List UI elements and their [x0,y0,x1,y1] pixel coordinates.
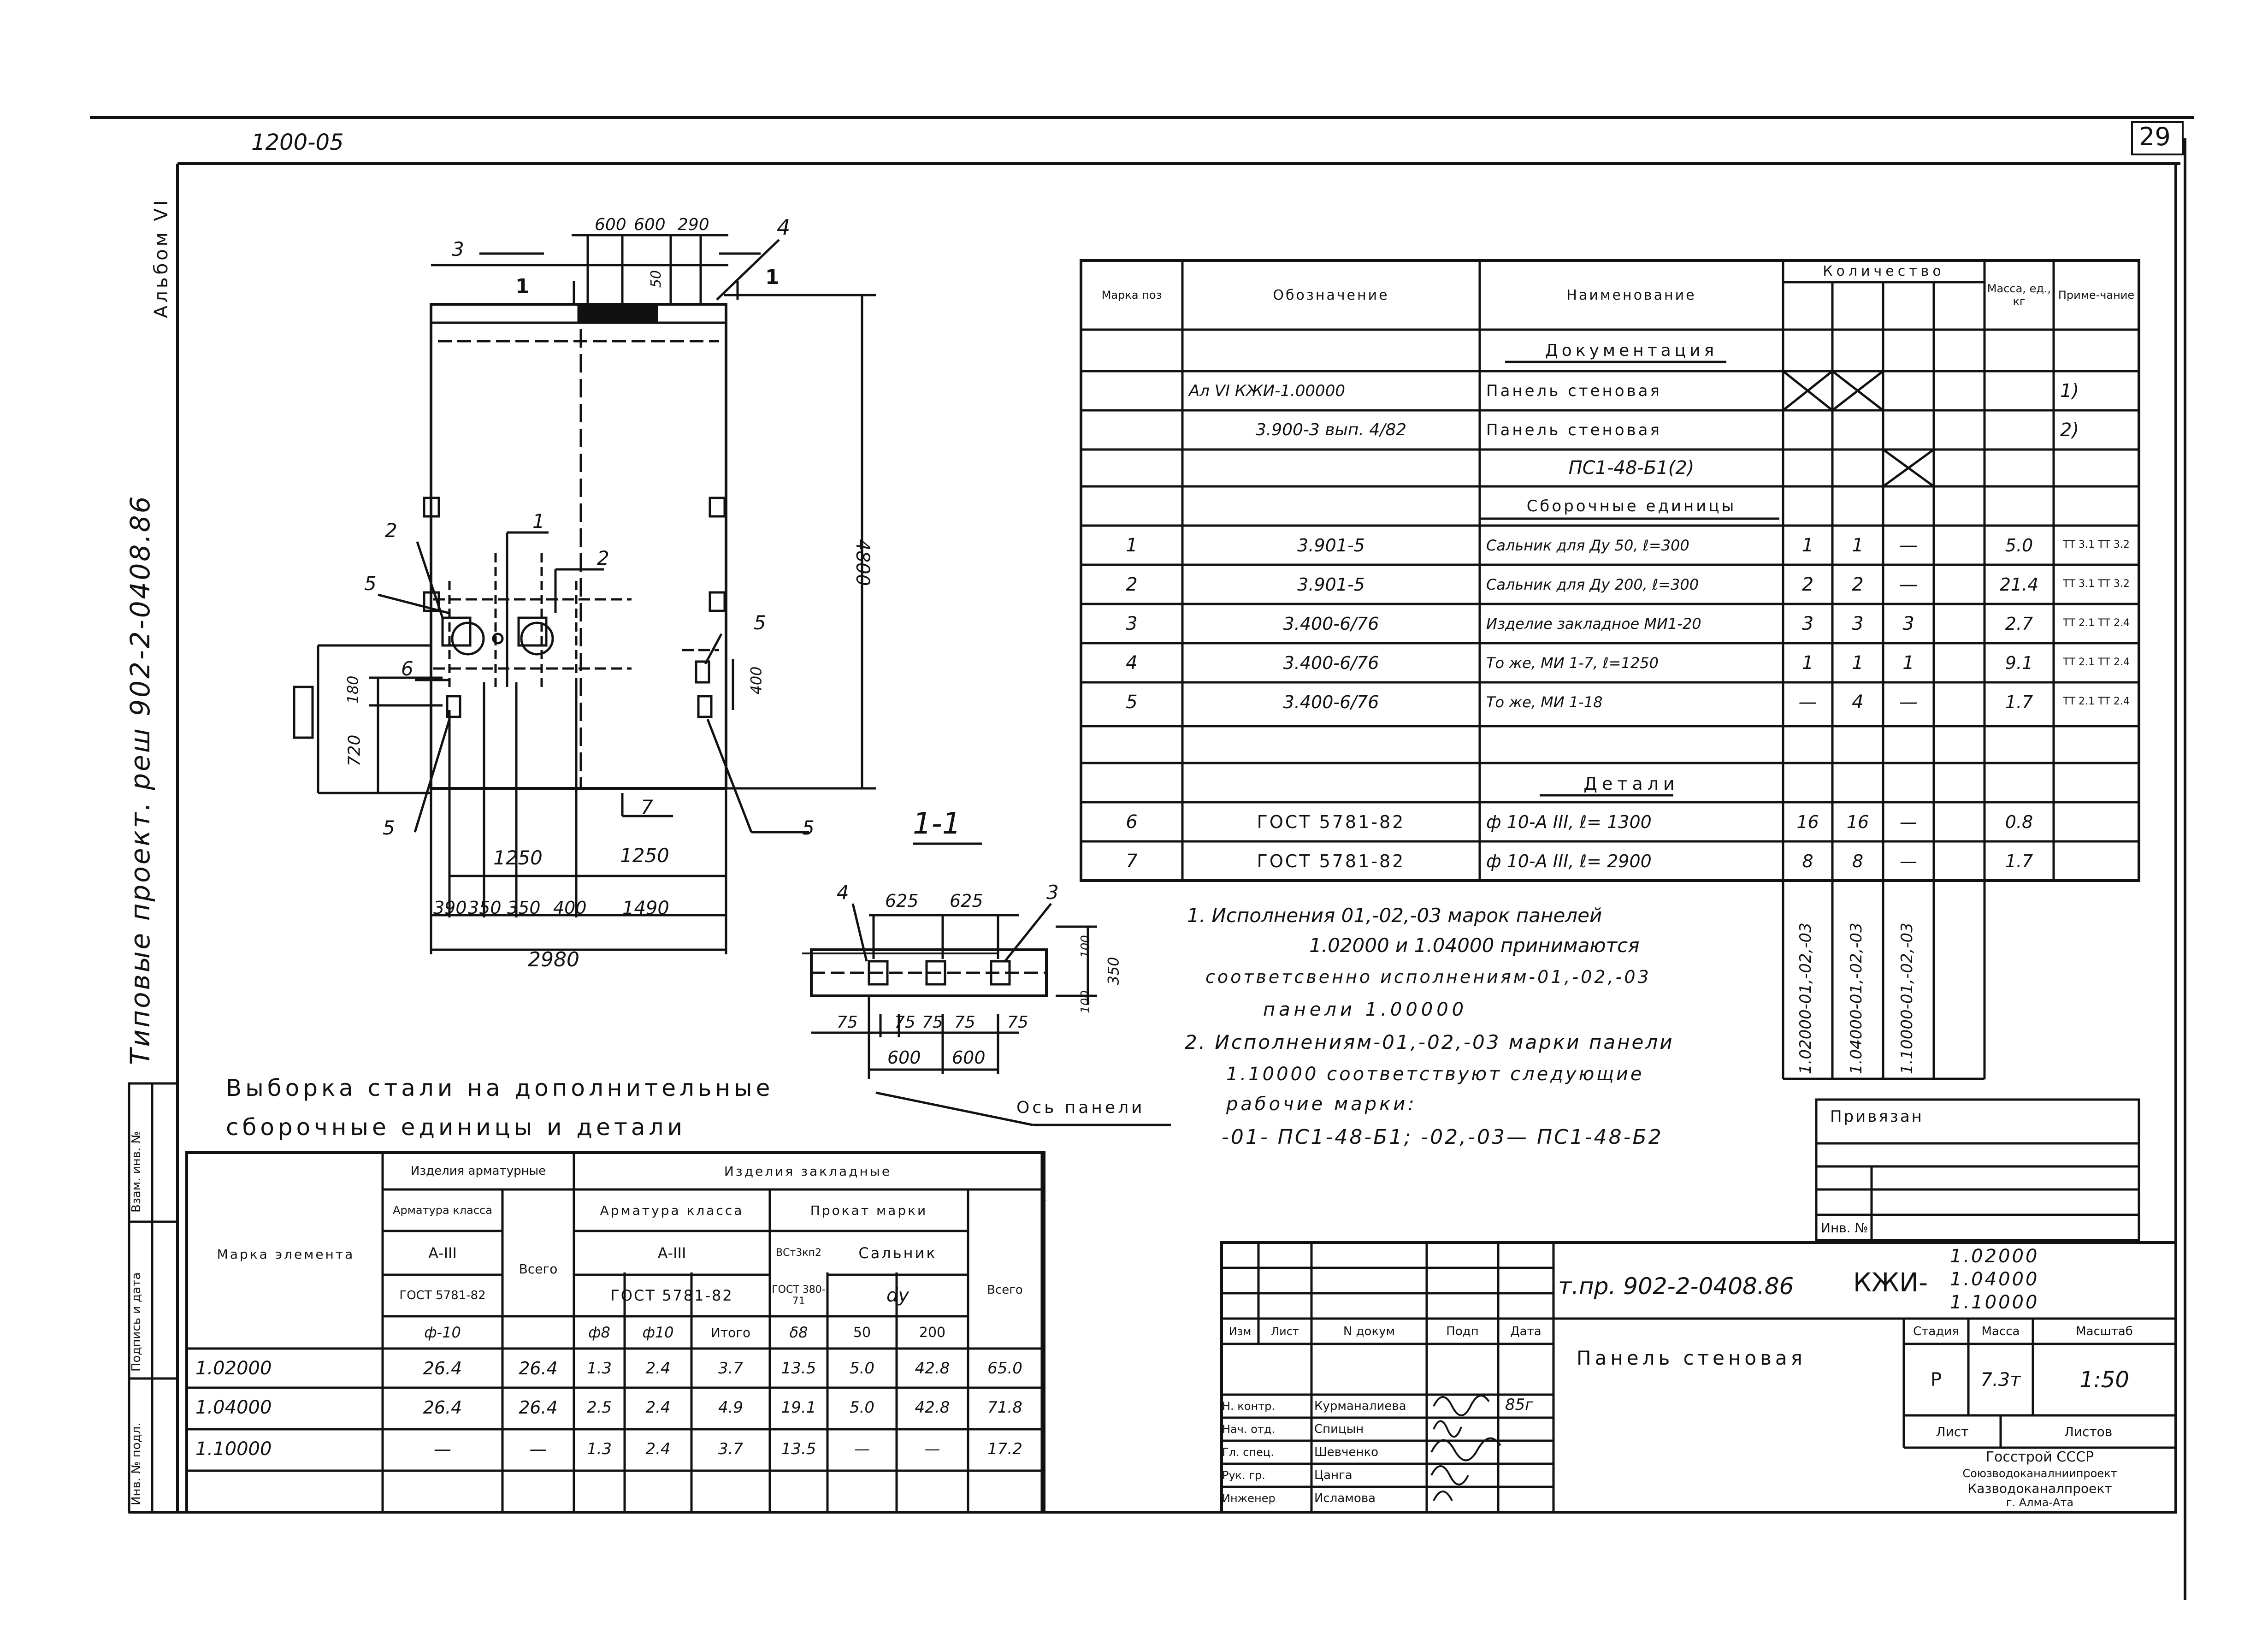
steel-h-embedded: Изделия закладные [724,1163,892,1179]
callout-6: 6 [401,657,413,680]
note-line-1: 1. Исполнения 01,-02,-03 марок панелей [1187,904,1602,927]
tb-h-doc: N докум [1343,1324,1395,1338]
tb-h-stage: Стадия [1913,1324,1959,1338]
sign-date: 85г [1505,1396,1534,1414]
spec-row-q1: 1 [1801,652,1814,674]
note-line-6: 1.10000 соответствуют следующие [1226,1064,1644,1085]
steel-h-f8: ф8 [588,1324,610,1341]
steel-row-f10: 26.4 [423,1397,462,1418]
spec-detail-name: ф 10-А III, ℓ= 1300 [1486,811,1652,832]
code-3: 1.10000 [1950,1292,2039,1313]
spec-row-name: То же, МИ 1-18 [1486,693,1603,711]
callout-2-right: 2 [597,547,609,569]
spec-row-q2: 3 [1852,613,1864,634]
tb-name: Шевченко [1314,1445,1379,1459]
tb-h-mass: Масса [1981,1324,2020,1338]
steel-row-f10b: 2.4 [645,1359,671,1378]
spec-row-designation: 3.901-5 [1297,535,1365,556]
steel-row-s50: 5.0 [849,1359,875,1378]
org-line-3: Казводоканалпроект [1967,1481,2112,1496]
spec-row-name: Сальник для Ду 200, ℓ=300 [1486,575,1699,593]
spec-row-q1: 2 [1801,574,1814,595]
spec-detail-q3: — [1900,811,1917,832]
section-dim-600-b: 600 [952,1047,986,1068]
tb-h-podp: Подп [1446,1324,1479,1338]
steel-row-f8: 1.3 [586,1359,612,1378]
steel-h-mark: Марка элемента [217,1246,355,1262]
steel-row-total2: 71.8 [987,1398,1022,1417]
callout-4: 4 [777,215,791,240]
spec-row-q3: 3 [1902,613,1914,634]
spec-h-mass: Масса, ед., кг [1987,282,2051,308]
dim-1250-a: 1250 [493,846,543,869]
spec-h-name: Наименование [1566,287,1696,303]
steel-h-gost: ГОСТ 5781-82 [399,1289,486,1302]
spec-row-note: ТТ 2.1 ТТ 2.4 [2063,617,2130,629]
note-line-2: 1.02000 и 1.04000 принимаются [1309,934,1640,957]
spec-row-mass: 21.4 [1999,574,2039,595]
callout-5-right: 5 [754,611,766,634]
total-width-2980: 2980 [528,948,579,971]
dim-350-a: 350 [468,898,502,918]
steel-h-d8: δ8 [789,1324,808,1341]
org-line-1: Госстрой СССР [1985,1449,2094,1465]
spec-row-q3: — [1899,691,1918,713]
steel-h-f10: ф-10 [424,1324,461,1341]
spec-detail-designation: ГОСТ 5781-82 [1257,811,1406,832]
section-callout-4: 4 [837,881,849,904]
tb-scale: 1:50 [2079,1367,2129,1393]
spec-row-q2: 4 [1852,691,1864,713]
spec-detail-mass: 1.7 [2005,851,2033,871]
spec-h-quantity: Количество [1823,263,1945,279]
dim-350-b: 350 [507,898,541,918]
spec-row-mass: 2.7 [2005,613,2033,634]
callout-5-upper-left: 5 [364,572,377,595]
dim-1250-b: 1250 [620,844,669,867]
project-code: т.пр. 902-2-0408.86 [1558,1273,1794,1300]
note-line-7: рабочие марки: [1226,1094,1417,1115]
spec-row-q1: 1 [1801,534,1814,556]
spec-row-name: То же, МИ 1-7, ℓ=1250 [1486,654,1659,672]
steel-h-50: 50 [853,1324,871,1341]
steel-row-f8: 1.3 [586,1439,612,1458]
dim-180: 180 [344,675,362,704]
spec-row-pos: 5 [1126,691,1138,713]
steel-h-total2: Всего [987,1283,1023,1297]
spec-h-note: Приме-чание [2058,289,2135,302]
spec-row-q1: 3 [1801,613,1814,634]
steel-row-total: — [529,1438,547,1459]
spec-row-q2: 1 [1852,652,1864,674]
spec-row-mass: 9.1 [2005,652,2033,673]
spec-doc3-name: ПС1-48-Б1(2) [1568,457,1695,479]
spec-detail-name: ф 10-А III, ℓ= 2900 [1486,851,1652,871]
tb-mass: 7.3т [1980,1369,2021,1390]
steel-row-total2: 65.0 [987,1359,1022,1378]
sheet-number: 29 [2139,122,2171,151]
steel-row-mark: 1.04000 [195,1396,272,1418]
section-mark-left: 1 [515,275,530,298]
code-2: 1.04000 [1950,1269,2039,1290]
spec-detail-q1: 16 [1796,811,1819,832]
steel-row-f10: 26.4 [423,1358,462,1379]
steel-row-s200: 42.8 [915,1398,950,1417]
variant-col-3: 1.10000-01,-02,-03 [1898,923,1916,1074]
tb-h-date: Дата [1510,1324,1542,1338]
spec-row-name: Сальник для Ду 50, ℓ=300 [1486,536,1689,554]
spec-detail-q1: 8 [1802,851,1813,871]
variant-col-1: 1.02000-01,-02,-03 [1796,923,1815,1074]
spec-row-name: Изделие закладное МИ1-20 [1486,615,1701,633]
dim-720: 720 [345,734,364,767]
dim-50: 50 [648,270,665,288]
dim-top-600-b: 600 [634,215,666,234]
steel-h-f10b: ф10 [642,1324,674,1341]
section-title: 1-1 [913,807,961,841]
spec-row-mass: 1.7 [2005,692,2033,712]
spec-row-note: ТТ 3.1 ТТ 3.2 [2063,539,2130,551]
tb-h-sheets: Листов [2064,1424,2113,1439]
code-1: 1.02000 [1950,1246,2039,1267]
panel-axis-label: Ось панели [1016,1098,1145,1117]
steel-title-1: Выборка стали на дополнительные [226,1075,774,1101]
steel-row-mark: 1.10000 [195,1438,272,1460]
tb-h-scale: Масштаб [2076,1324,2133,1338]
spec-row-pos: 3 [1126,613,1138,634]
spec-row-designation: 3.400-6/76 [1283,613,1379,634]
section-dim-75-d: 75 [954,1013,975,1032]
steel-h-vst: ВСт3кп2 [776,1247,821,1259]
spec-detail-pos: 7 [1126,850,1138,872]
dim-top-290: 290 [678,215,709,234]
steel-h-gost2: ГОСТ 5781-82 [610,1287,733,1304]
section-dim-75-b: 75 [894,1013,915,1032]
stamp-vzam: Взам. инв. № [130,1131,143,1213]
steel-row-f10b: 2.4 [645,1398,671,1417]
spec-row-mass: 5.0 [2005,535,2033,556]
spec-doc1-name: Панель стеновая [1486,381,1662,400]
tb-role: Инженер [1222,1492,1276,1505]
dim-1490: 1490 [622,898,669,919]
tb-h-sheet: Лист [1936,1424,1969,1439]
tb-role: Гл. спец. [1222,1446,1274,1459]
steel-h-armature-class: Арматура класса [393,1204,492,1217]
tb-name: Спицын [1314,1422,1364,1436]
callout-3: 3 [452,238,464,260]
spec-row-pos: 1 [1126,534,1138,556]
callout-5-lower-left: 5 [383,816,395,839]
steel-h-itogo: Итого [710,1325,751,1340]
tb-role: Рук. гр. [1222,1469,1265,1482]
steel-h-200: 200 [919,1324,946,1341]
steel-row-itogo: 3.7 [718,1359,744,1378]
steel-row-total: 26.4 [519,1397,558,1418]
section-dim-75-e: 75 [1007,1013,1028,1032]
spec-row-q2: 2 [1852,574,1864,595]
steel-h-salnik: Сальник [858,1244,937,1262]
steel-row-f8: 2.5 [586,1398,612,1417]
spec-detail-mass: 0.8 [2005,811,2033,832]
dim-390: 390 [433,898,467,918]
project-label: Типовые проект. реш 902-2-0408.86 [124,494,156,1065]
section-dim-625-b: 625 [950,891,983,911]
steel-row-itogo: 4.9 [718,1398,744,1417]
steel-row-total2: 17.2 [987,1439,1022,1458]
steel-h-armature-items: Изделия арматурные [410,1164,546,1178]
stamp-inv: Инв. № подл. [130,1422,143,1505]
album-label: Альбом VI [151,197,172,318]
steel-row-f10: — [434,1438,451,1459]
stamp-podpis: Подпись и дата [130,1272,143,1372]
steel-h-total: Всего [519,1261,558,1277]
steel-row-s200: — [924,1439,940,1458]
steel-row-s200: 42.8 [915,1359,950,1378]
tb-name: Цанга [1314,1468,1353,1482]
section-callout-3: 3 [1046,881,1059,904]
section-dim-350: 350 [1104,957,1122,985]
spec-row-note: ТТ 2.1 ТТ 2.4 [2063,696,2130,708]
variant-col-2: 1.04000-01,-02,-03 [1847,923,1866,1074]
org-line-4: г. Алма-Ата [2006,1496,2074,1509]
note-line-3: соответсвенно исполнениям-01,-02,-03 [1205,967,1651,987]
steel-title-2: сборочные единицы и детали [226,1114,686,1141]
tb-role: Нач. отд. [1222,1423,1276,1436]
tb-name: Исламова [1314,1491,1376,1505]
section-dim-625-a: 625 [885,891,919,911]
section-dim-600-a: 600 [887,1047,921,1068]
tb-stage: Р [1930,1369,1942,1390]
spec-section-docs: Документация [1545,341,1718,360]
note-line-8: -01- ПС1-48-Б1; -02,-03— ПС1-48-Б2 [1222,1125,1663,1149]
spec-detail-q2: 8 [1852,851,1864,871]
spec-doc1-designation: Ал VI КЖИ-1.00000 [1189,381,1345,400]
steel-row-s50: 5.0 [849,1398,875,1417]
tb-h-izm: Изм [1228,1325,1252,1338]
steel-row-d8: 13.5 [781,1439,816,1458]
section-mark-right: 1 [765,266,780,289]
spec-detail-pos: 6 [1126,811,1138,833]
dim-top-600-a: 600 [595,215,626,234]
spec-row-q2: 1 [1852,534,1864,556]
section-dim-75-a: 75 [837,1013,858,1032]
spec-row-q3: — [1899,534,1918,556]
spec-detail-designation: ГОСТ 5781-82 [1257,851,1406,871]
spec-section-assemblies: Сборочные единицы [1526,497,1736,515]
privyazan-label: Привязан [1830,1107,1924,1126]
spec-row-pos: 4 [1126,652,1138,674]
steel-row-d8: 19.1 [781,1398,816,1417]
tb-role: Н. контр. [1222,1400,1276,1413]
steel-h-dy: dy [886,1285,910,1306]
section-dim-75-c: 75 [922,1013,943,1032]
spec-h-designation: Обозначение [1273,287,1389,303]
spec-row-note: ТТ 2.1 ТТ 2.4 [2063,657,2130,669]
spec-doc2-name: Панель стеновая [1486,420,1662,439]
kzhi-label: КЖИ- [1853,1268,1928,1298]
steel-h-a3b: А-III [657,1244,686,1262]
spec-doc2-note: 2) [2060,419,2079,441]
steel-h-gost380: ГОСТ 380-71 [772,1284,826,1307]
steel-row-s50: — [854,1439,870,1458]
dim-400-b: 400 [553,898,587,918]
steel-row-f10b: 2.4 [645,1439,671,1458]
spec-doc2-designation: 3.900-3 вып. 4/82 [1255,420,1407,439]
height-dim-4800: 4800 [851,539,873,586]
inv-no-label: Инв. № [1821,1220,1868,1236]
spec-section-details: Детали [1583,774,1679,794]
callout-7: 7 [641,796,653,818]
spec-doc1-note: 1) [2060,380,2079,402]
spec-row-q3: — [1899,574,1918,595]
steel-h-a3: А-III [428,1244,457,1262]
steel-row-itogo: 3.7 [718,1439,744,1458]
callout-1: 1 [532,510,545,532]
spec-detail-q2: 16 [1846,811,1869,832]
steel-h-arm-class2: Арматура класса [600,1202,744,1218]
section-dim-100-top: 100 [1078,935,1093,958]
tb-h-list: Лист [1271,1325,1299,1338]
steel-h-prokat: Прокат марки [810,1202,928,1218]
steel-row-d8: 13.5 [781,1359,816,1378]
spec-row-designation: 3.400-6/76 [1283,692,1379,712]
note-line-5: 2. Исполнениям-01,-02,-03 марки панели [1185,1031,1674,1053]
dim-400: 400 [747,666,765,695]
spec-row-designation: 3.901-5 [1297,574,1365,595]
section-dim-100-bottom: 100 [1078,990,1093,1013]
steel-row-mark: 1.02000 [195,1357,272,1379]
org-line-2: Союзводоканалниипроект [1962,1467,2117,1480]
steel-row-total: 26.4 [519,1358,558,1379]
callout-5-lower-right: 5 [802,816,815,839]
note-line-4: панели 1.00000 [1263,999,1468,1020]
tb-name: Курманалиева [1314,1399,1406,1413]
spec-row-q1: — [1798,691,1817,713]
spec-row-designation: 3.400-6/76 [1283,652,1379,673]
spec-row-q3: 1 [1902,652,1914,674]
spec-row-pos: 2 [1126,574,1138,595]
spec-row-note: ТТ 3.1 ТТ 3.2 [2063,578,2130,590]
spec-detail-q3: — [1900,851,1917,871]
top-left-code: 1200-05 [251,130,344,155]
callout-2-left: 2 [385,519,397,542]
spec-h-pos: Марка поз [1101,289,1162,302]
panel-title: Панель стеновая [1577,1347,1806,1369]
